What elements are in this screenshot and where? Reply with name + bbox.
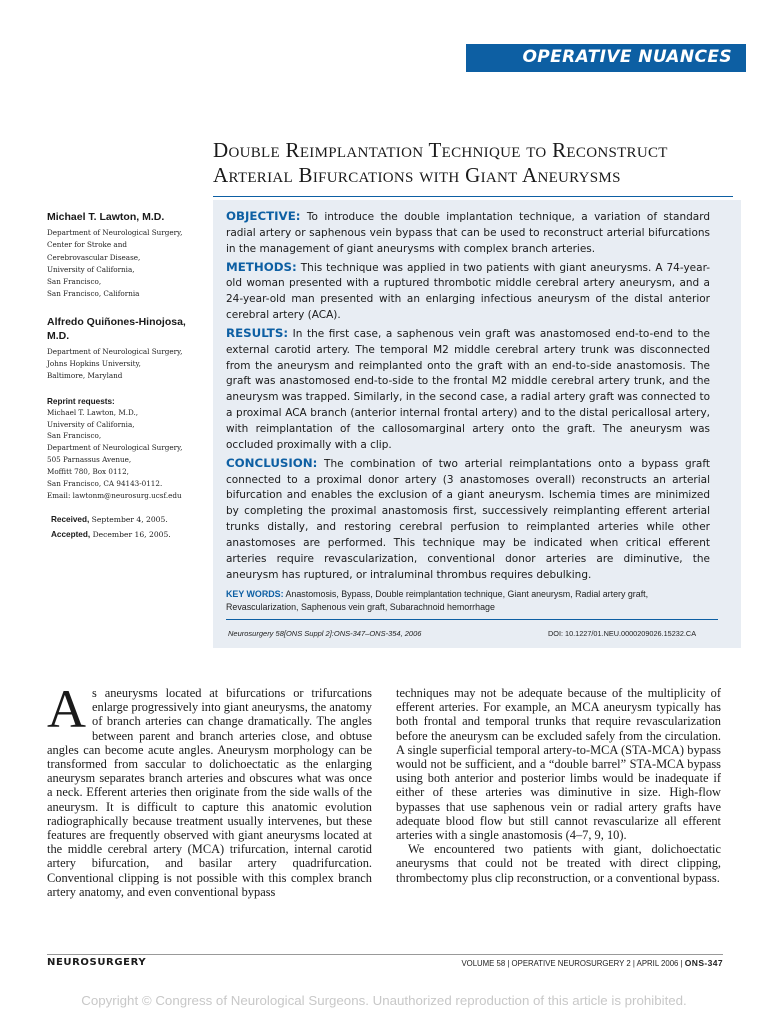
copyright-notice: Copyright © Congress of Neurological Surgeons. Unauthorized reproduction of this article is prohibited.: [81, 993, 687, 1008]
section-banner: [466, 44, 746, 72]
author-affiliation: Department of Neurological Surgery, Johns Hopkins University, Baltimore, Maryland: [47, 346, 183, 381]
body-paragraph: techniques may not be adequate because of the multiplicity of efferent arteries. For example, an MCA aneurysm typically has both frontal and temporal trunks that require revascularization before the aneurysm can be excluded safely from the circulation. A single superficial temporal artery-to-MCA (STA-MCA) bypass would not be sufficient, and a “double barrel” STA-MCA bypass using both anterior and posterior limbs would be inadequate if either of these arteries was diminutive in size. High-flow bypasses that use saphenous vein or radial artery grafts have adequate blood flow but still cannot revascularize all efferent arteries with a single anastomosis (4–7, 9, 10).: [396, 686, 721, 843]
reprint-heading: Reprint requests:: [47, 396, 115, 406]
body-paragraph: We encountered two patients with giant, dolichoectatic aneurysms that could not be treated with direct clipping, thrombectomy plus clip reconstruction, or a conventional bypass.: [396, 842, 721, 885]
drop-cap: A: [47, 679, 86, 739]
keywords-label: KEY WORDS:: [226, 589, 284, 599]
abstract: [226, 209, 710, 585]
methods-label: METHODS:: [226, 259, 297, 274]
body-column-right: [396, 686, 721, 885]
citation-divider: [226, 619, 718, 620]
author-sidebar: [47, 210, 205, 542]
body-column-left: [47, 679, 372, 899]
conclusion-text: The combination of two arterial reimplantations onto a bypass graft connected to a proximal donor artery (3 anastomoses overall) reconstructs an arterial bifurcation and enables the exclusion of a giant aneurysm. Ischemia times are minimized by completing the proximal anastomosis first, successively reimplanting efferent arterial trunks distally, and restoring cerebral perfusion to reimplanted arteries while other anastomoses are performed. This technique may be indicated when critical efferent arteries require revascularization, conventional donor arteries are diminutive, the aneurysm has ruptured, or intraluminal thrombus requires debulking.: [226, 457, 710, 581]
received-label: Received,: [51, 514, 90, 524]
keywords: [226, 588, 718, 613]
objective-text: To introduce the double implantation technique, a variation of standard radial artery or saphenous vein bypass that can be used to reconstruct arterial bifurcations in the management of giant aneurysms with complex branch arteries.: [226, 211, 710, 255]
journal-citation: Neurosurgery 58[ONS Suppl 2]:ONS-347–ONS-354, 2006: [228, 629, 422, 638]
results-label: RESULTS:: [226, 325, 289, 340]
reprint-address: Michael T. Lawton, M.D., University of California, San Francisco, Department of Neurological Surgery, 505 Parnassus Avenue, Moffitt 780, Box 0112, San Francisco, CA 94143-0112. Email: lawtonm@neurosurg.ucsf.edu: [47, 407, 183, 501]
methods-text: This technique was applied in two patients with giant aneurysms. A 74-year-old woman presented with a ruptured thrombotic middle cerebral artery aneurysm, and a 24-year-old man presented with an enlarging infectious aneurysm of the distal anterior cerebral artery (ACA).: [226, 261, 711, 322]
accepted-date: December 16, 2005.: [92, 529, 171, 539]
author-name: Alfredo Quiñones-Hinojosa, M.D.: [47, 315, 186, 342]
author-name: Michael T. Lawton, M.D.: [47, 211, 165, 223]
journal-name: NEUROSURGERY: [47, 957, 147, 968]
section-banner-label: OPERATIVE NUANCES: [522, 47, 732, 67]
footer-info: [461, 958, 723, 968]
accepted-label: Accepted,: [51, 529, 91, 539]
body-paragraph: s aneurysms located at bifurcations or trifurcations enlarge progressively into giant aneurysms, the anatomy of branch arteries can change dramatically. The angles between parent and branch arteries close, and obtuse angles can become acute angles. Aneurysm morphology can be transformed from saccular to dolichoectatic as the enlarging aneurysm separates branch arteries and obscures what was once a neck. Efferent arteries then originate from the side walls of the aneurysm. It is difficult to capture this anatomic evolution radiographically because treatment usually intervenes, but these features are frequently observed with giant aneurysms located at the middle cerebral artery (MCA) trifurcation, internal carotid artery bifurcation, and basilar artery quadrifurcation. Conventional clipping is not possible with this complex branch artery anatomy, and even conventional bypass: [47, 686, 372, 899]
title-divider: [213, 196, 733, 197]
volume-info: VOLUME 58 | OPERATIVE NEUROSURGERY 2 | APRIL 2006 |: [461, 959, 683, 968]
objective-label: OBJECTIVE:: [226, 209, 301, 223]
doi: DOI: 10.1227/01.NEU.0000209026.15232.CA: [548, 629, 697, 638]
article-title: Double Reimplantation Technique to Reconstruct Arterial Bifurcations with Giant Aneurysms: [213, 138, 668, 187]
author-affiliation: Department of Neurological Surgery, Center for Stroke and Cerebrovascular Disease, University of California, San Francisco, San Francisco, California: [47, 228, 183, 299]
results-text: In the first case, a saphenous vein graft was anastomosed end-to-end to the external carotid artery. The temporal M2 middle cerebral artery trunk was disconnected from the aneurysm and reimplanted onto the graft with an end-to-side anastomosis. The graft was anastomosed end-to-side to the frontal M2 middle cerebral artery trunk, and the aneurysm was trapped. Similarly, in the second case, a radial artery graft was connected to a proximal ACA branch (anterior internal frontal artery) and to the distal pericallosal artery, with reimplantation of the callosomarginal artery onto the graft. The aneurysm was occluded proximally with a clip.: [226, 327, 710, 451]
conclusion-label: CONCLUSION:: [226, 455, 318, 470]
received-date: September 4, 2005.: [91, 514, 168, 524]
footer-divider: [47, 954, 723, 955]
article-dates: [51, 512, 205, 542]
page-number: ONS-347: [684, 958, 723, 968]
keywords-text: Anastomosis, Bypass, Double reimplantation technique, Giant aneurysm, Radial artery graft, Revascularization, Saphenous vein graft, Subarachnoid hemorrhage: [226, 589, 649, 612]
